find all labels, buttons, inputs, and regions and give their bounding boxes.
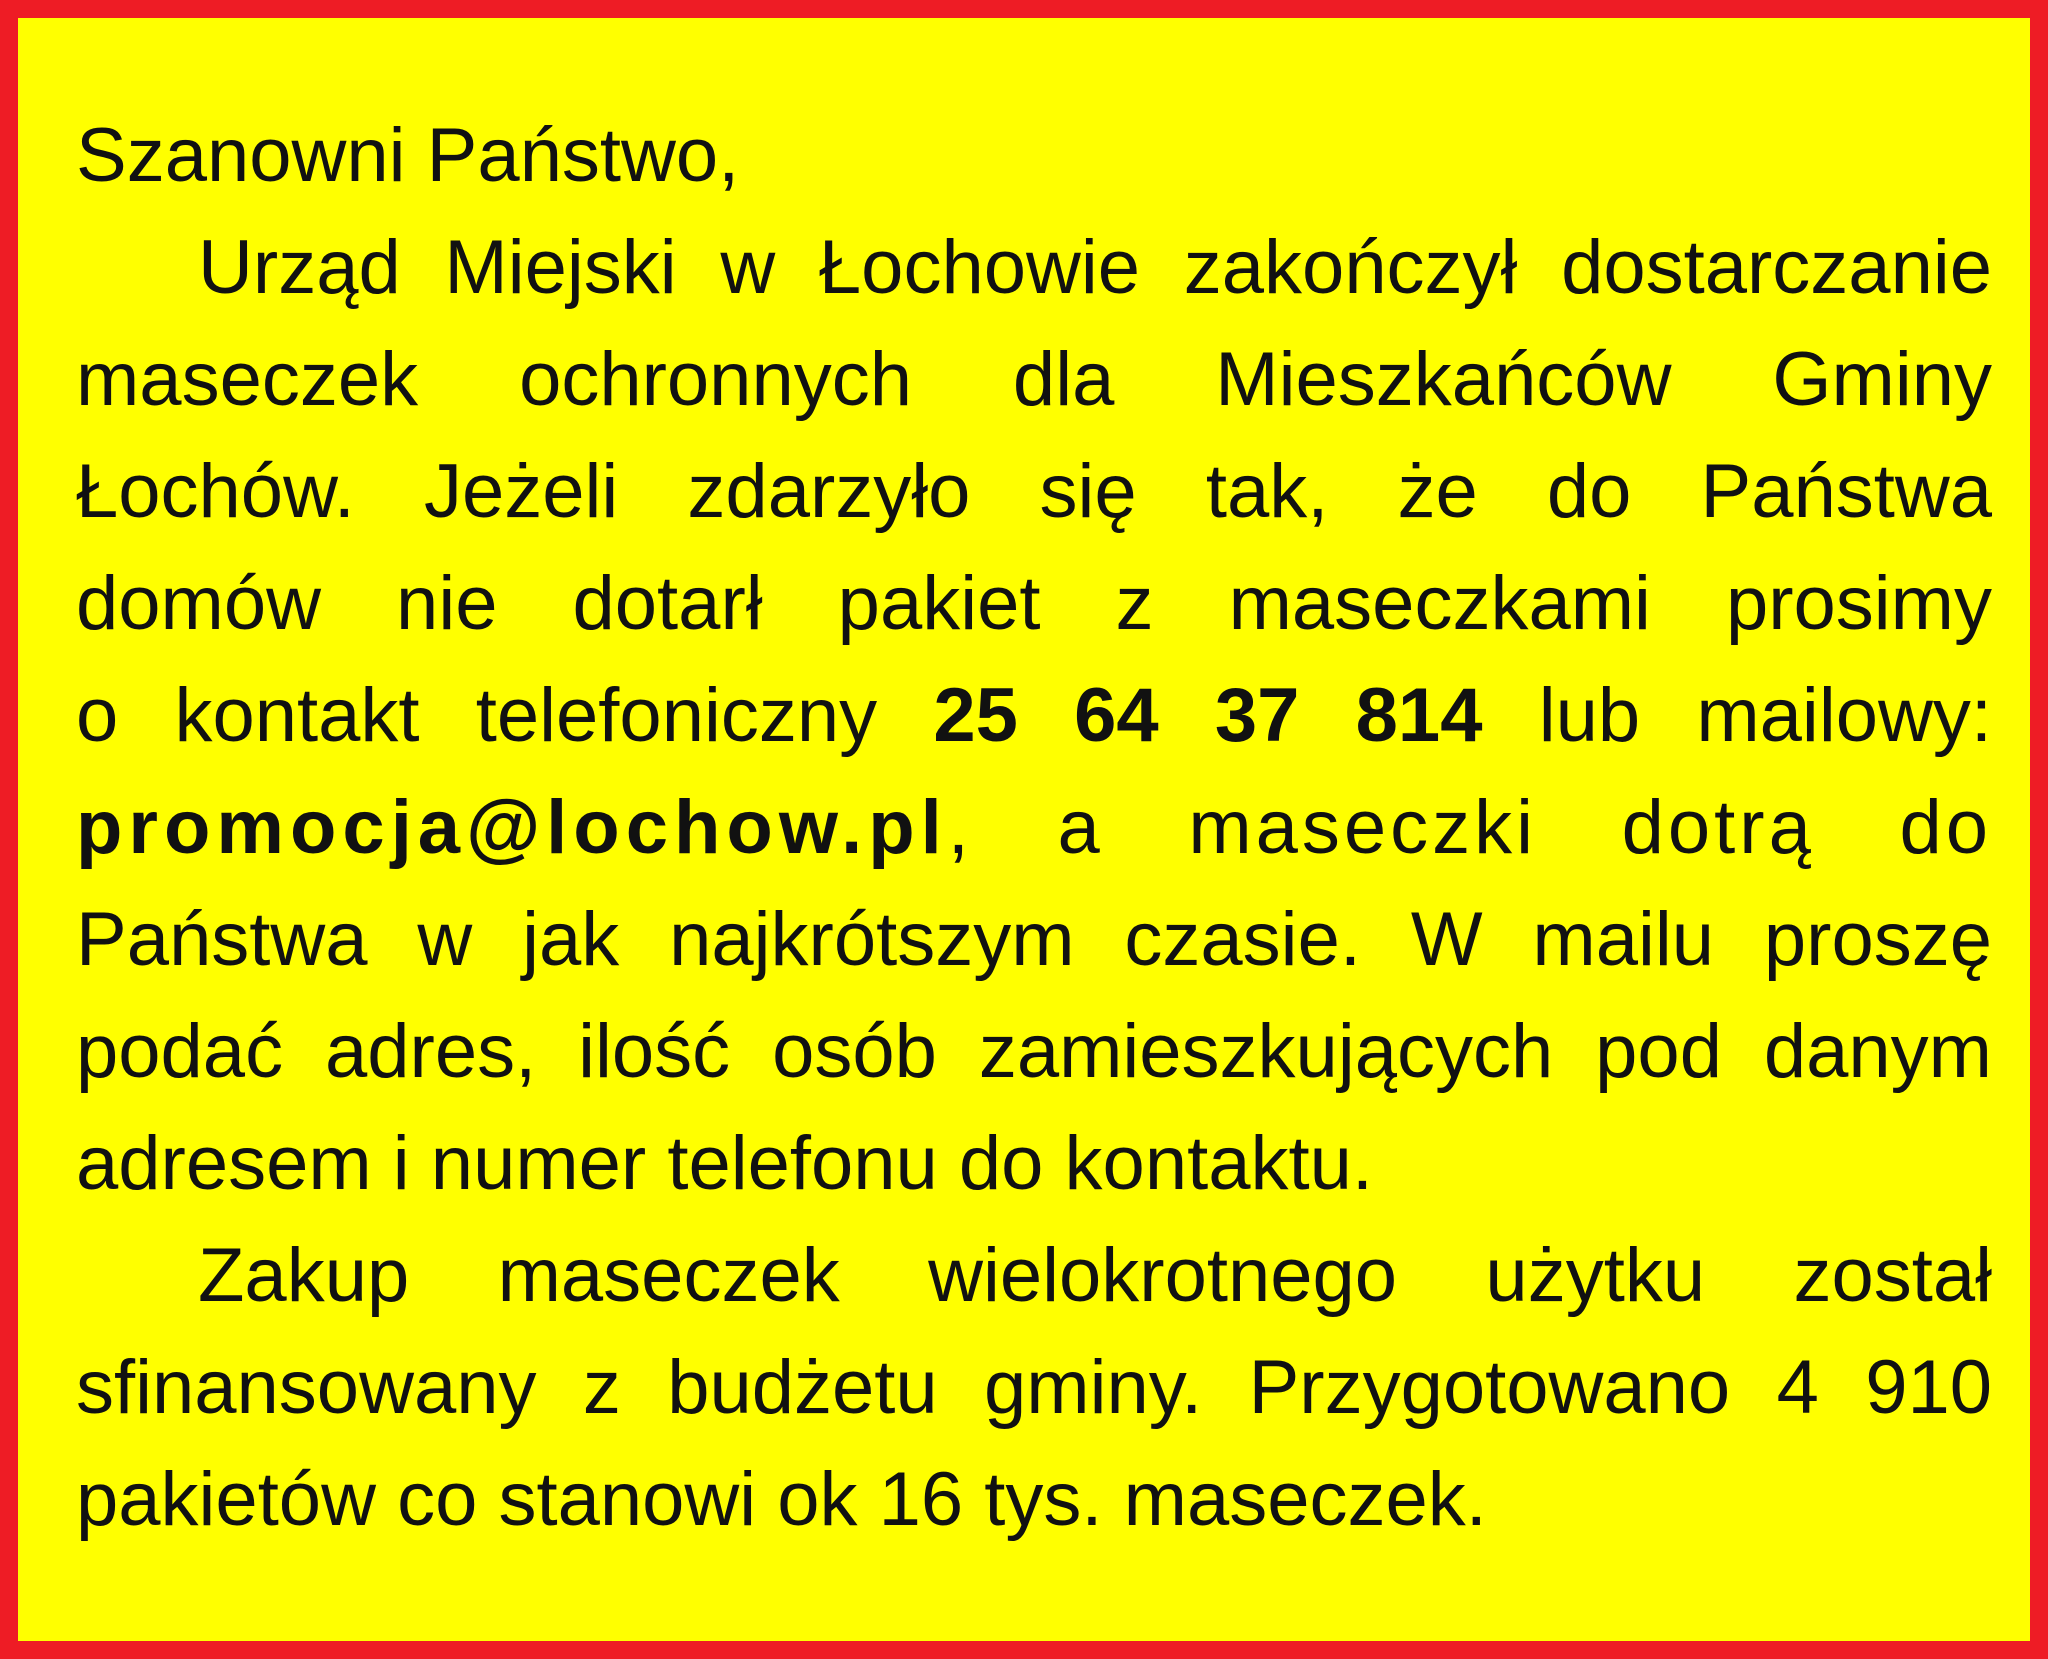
paragraph1-line4: domów nie dotarł pakiet z maseczkami prosimy (76, 561, 1992, 646)
paragraph2-line1: Zakup maseczek wielokrotnego użytku został (198, 1233, 1992, 1318)
email-line (76, 772, 1992, 884)
contact-prefix: o kontakt telefoniczny (76, 673, 878, 758)
paragraph1-line9: adresem i numer telefonu do kontaktu. (76, 1121, 1373, 1206)
paragraph1-line3: Łochów. Jeżeli zdarzyło się tak, że do Państwa (76, 449, 1992, 534)
paragraph1-line8: podać adres, ilość osób zamieszkujących pod danym (76, 1009, 1992, 1094)
notice-text (76, 100, 1992, 1556)
contact-suffix: lub mailowy: (1538, 673, 1992, 758)
paragraph2-line2: sfinansowany z budżetu gminy. Przygotowano 4 910 (76, 1345, 1992, 1430)
email-address: promocja@lochow.pl (76, 785, 948, 870)
paragraph1-line7: Państwa w jak najkrótszym czasie. W mailu proszę (76, 897, 1992, 982)
paragraph1-line1: Urząd Miejski w Łochowie zakończył dostarczanie (198, 225, 1992, 310)
email-suffix: , a maseczki dotrą do (947, 785, 1992, 870)
phone-number: 25 64 37 814 (933, 673, 1483, 758)
notice-panel (18, 18, 2030, 1641)
paragraph2-line3: pakietów co stanowi ok 16 tys. maseczek. (76, 1457, 1487, 1542)
contact-line (76, 660, 1992, 772)
salutation: Szanowni Państwo, (76, 113, 740, 198)
paragraph1-line2: maseczek ochronnych dla Mieszkańców Gminy (76, 337, 1992, 422)
